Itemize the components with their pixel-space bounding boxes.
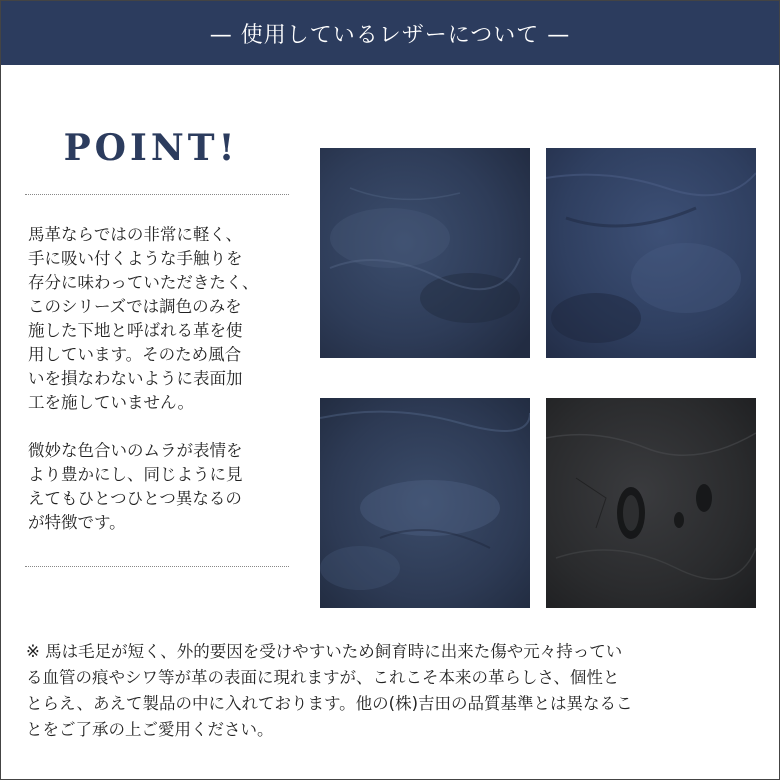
- black-leather-texture-icon: [546, 398, 756, 608]
- description-paragraph-2: 微妙な色合いのムラが表情を より豊かにし、同じように見 えてもひとつひとつ異なるの が特徴です。: [28, 441, 243, 532]
- disclaimer-note: ※ 馬は毛足が短く、外的要因を受けやすいため飼育時に出来た傷や元々持ってい る血管の痕やシワ等が革の表面に現れますが、これこそ本来の革らしさ、個性と とらえ、あえて製品の中に入れております。他の(株)吉田の品質基準とは異なるこ とをご了承の上ご愛用ください。: [26, 642, 633, 739]
- leather-swatch-navy-3: [320, 398, 530, 608]
- leather-swatch-black: [546, 398, 756, 608]
- description-paragraph-1: 馬革ならではの非常に軽く、 手に吸い付くような手触りを 存分に味わっていただきたく、 このシリーズでは調色のみを 施した下地と呼ばれる革を使 用しています。そのため風合 いを損なわないように表面加 工を施していません。: [28, 225, 259, 412]
- leather-swatch-navy-1: [320, 148, 530, 358]
- point-heading: POINT!: [63, 127, 239, 169]
- leather-swatch-navy-2: [546, 148, 756, 358]
- navy-leather-texture-icon: [546, 148, 756, 358]
- header-banner: [1, 1, 779, 65]
- divider-top: [25, 194, 289, 195]
- navy-leather-texture-icon: [320, 398, 530, 608]
- navy-leather-texture-icon: [320, 148, 530, 358]
- header-title: — 使用しているレザーについて —: [209, 22, 571, 48]
- divider-bottom: [25, 566, 289, 567]
